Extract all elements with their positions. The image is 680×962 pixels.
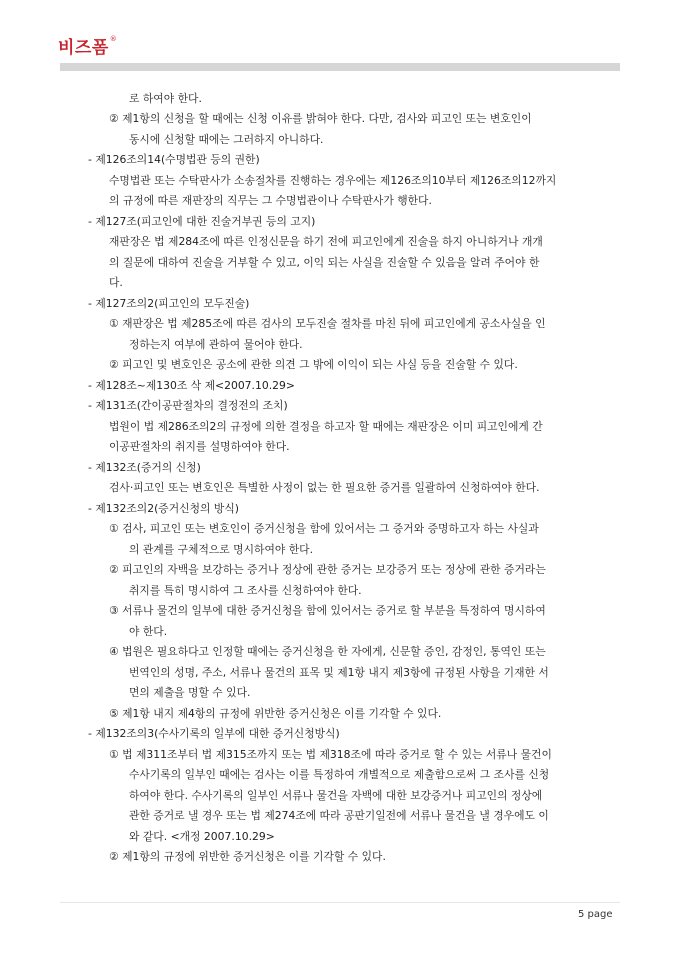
text-line: 의 관계를 구체적으로 명시하여야 한다.: [129, 543, 314, 556]
footer-divider: [60, 902, 620, 903]
text-line: ⑤ 제1항 내지 제4항의 규정에 위반한 증거신청은 이를 기각할 수 있다.: [109, 707, 442, 720]
text-line: 이공판절차의 취지를 설명하여야 한다.: [109, 440, 290, 453]
text-line: ① 검사, 피고인 또는 변호인이 증거신청을 함에 있어서는 그 증거와 증명하고자 하는 사실과: [109, 522, 539, 535]
header-divider-bar: [60, 63, 620, 71]
text-line: 수명법관 또는 수탁판사가 소송절차를 진행하는 경우에는 제126조의10부터 제126조의12까지: [109, 174, 557, 187]
text-line: 로 하여야 한다.: [129, 92, 202, 105]
text-line: ② 제1항의 신청을 할 때에는 신청 이유를 밝혀야 한다. 다만, 검사와 피고인 또는 변호인이: [109, 112, 532, 125]
text-line: ① 법 제311조부터 법 제315조까지 또는 법 제318조에 따라 증거로 할 수 있는 서류나 물건이: [109, 748, 552, 761]
text-line: 취지를 특히 명시하여 그 조사를 신청하여야 한다.: [129, 584, 362, 597]
section-heading: - 제128조~제130조 삭 제<2007.10.29>: [88, 379, 295, 392]
text-line: 야 한다.: [129, 625, 168, 638]
text-line: ③ 서류나 물건의 일부에 대한 증거신청을 함에 있어서는 증거로 할 부분을 특정하여 명시하여: [109, 604, 546, 617]
text-line: 번역인의 성명, 주소, 서류나 물건의 표목 및 제1항 내지 제3항에 규정된 사항을 기재한 서: [129, 666, 549, 679]
text-line: 하여야 한다. 수사기록의 일부인 서류나 물건을 자백에 대한 보강증거나 피고인의 정상에: [129, 789, 543, 802]
section-heading: - 제126조의14(수명법관 등의 권한): [88, 153, 260, 166]
page-number: 5 page: [578, 909, 613, 920]
text-line: 수사기록의 일부인 때에는 검사는 이를 특정하여 개별적으로 제출함으로써 그 조사를 신청: [129, 768, 550, 781]
text-line: 다.: [109, 276, 123, 289]
text-line: ② 피고인 및 변호인은 공소에 관한 의견 그 밖에 이익이 되는 사실 등을 진술할 수 있다.: [109, 358, 518, 371]
text-line: 면의 제출을 명할 수 있다.: [129, 686, 251, 699]
section-heading: - 제132조의2(증거신청의 방식): [88, 502, 239, 515]
text-line: 의 질문에 대하여 진술을 거부할 수 있고, 이익 되는 사실을 진술할 수 있음을 알려 주어야 한: [109, 256, 540, 269]
text-line: 법원이 법 제286조의2의 규정에 의한 결정을 하고자 할 때에는 재판장은 이미 피고인에게 간: [109, 420, 543, 433]
text-line: ② 제1항의 규정에 위반한 증거신청은 이를 기각할 수 있다.: [109, 850, 386, 863]
section-heading: - 제132조의3(수사기록의 일부에 대한 증거신청방식): [88, 727, 340, 740]
text-line: ① 재판장은 법 제285조에 따른 검사의 모두진술 절차를 마친 뒤에 피고인에게 공소사실을 인: [109, 317, 546, 330]
text-line: 동시에 신청할 때에는 그러하지 아니하다.: [129, 133, 324, 146]
registered-mark: ®: [109, 35, 117, 43]
section-heading: - 제132조(증거의 신청): [88, 461, 201, 474]
section-heading: - 제131조(간이공판절차의 결정전의 조치): [88, 399, 288, 412]
bizforms-logo: [58, 33, 117, 58]
logo-text: 비즈폼: [58, 38, 109, 58]
text-line: 정하는지 여부에 관하여 물어야 한다.: [129, 338, 303, 351]
text-line: 재판장은 법 제284조에 따른 인정신문을 하기 전에 피고인에게 진술을 하지 아니하거나 개개: [109, 235, 543, 248]
text-line: 와 같다. <개정 2007.10.29>: [129, 830, 275, 843]
text-line: ④ 법원은 필요하다고 인정할 때에는 증거신청을 한 자에게, 신문할 증인, 감정인, 통역인 또는: [109, 645, 546, 658]
text-line: 의 규정에 따른 재판장의 직무는 그 수명법관이나 수탁판사가 행한다.: [109, 194, 432, 207]
text-line: ② 피고인의 자백을 보강하는 증거나 정상에 관한 증거는 보강증거 또는 정상에 관한 증거라는: [109, 563, 546, 576]
text-line: 관한 증거로 낼 경우 또는 법 제274조에 따라 공판기일전에 서류나 물건을 낼 경우에도 이: [129, 809, 549, 822]
text-line: 검사·피고인 또는 변호인은 특별한 사정이 없는 한 필요한 증거를 일괄하여 신청하여야 한다.: [109, 481, 540, 494]
section-heading: - 제127조(피고인에 대한 진술거부권 등의 고지): [88, 215, 316, 228]
section-heading: - 제127조의2(피고인의 모두진술): [88, 297, 250, 310]
